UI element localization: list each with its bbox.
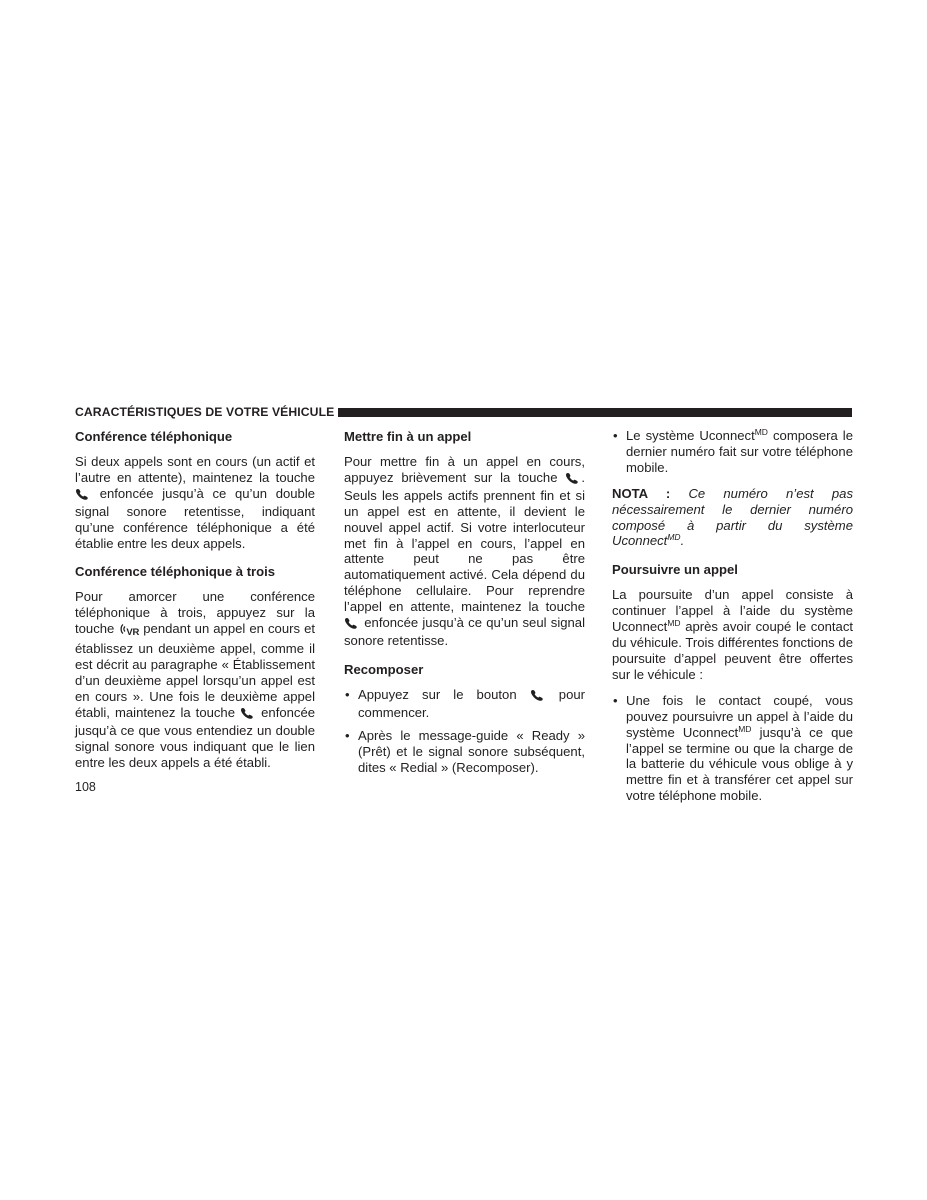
paragraph-continue-call: La poursuite d’un appel consiste à continuer l’appel à l’aide du système Uconnect$^{MD}$ après avoir coupé le contact du véhicule. Trois différentes fonctions de poursuite d’appel peuvent être offertes sur le véhicule : [612,587,853,682]
page-number: 108 [75,780,96,794]
note-paragraph: NOTA : Ce numéro n’est pas nécessairement le dernier numéro composé à partir du système Uconnect$^{MD}$. [612,485,853,549]
bullet: • [345,686,350,702]
bullet: • [613,428,618,443]
paragraph-conference: Si deux appels sont en cours (un actif et l’autre en attente), maintenez la touche enfoncée jusqu’à ce qu’un double signal sonore retentisse, indiquant qu’une conférence téléphonique a été établie entre les deux appels. [75,454,316,551]
bullet: • [345,727,350,743]
phone-icon [240,707,256,723]
paragraph-three-way-conference: Pour amorcer une conférence téléphonique à trois, appuyez sur la touche VR pendant un appel en cours et établissez un deuxième appel, comme il est décrit au paragraphe « Établissement d’un deuxième appel lorsqu’un appel est en cours ». Une fois le deuxième appel établi, maintenez la touche enfoncée jusqu’à ce que vous entendiez un double signal sonore vous indiquant que le lien entre les deux appels a été établi. [75,589,316,770]
note-label: NOTA : [612,485,671,501]
section-header-title: CARACTÉRISTIQUES DE VOTRE VÉHICULE [75,405,335,419]
column-middle [344,428,585,785]
bullet: • [613,692,618,708]
list-item: • Une fois le contact coupé, vous pouvez poursuivre un appel à l’aide du système Uconnect$^{MD}$ jusqu’à ce que l’appel se termine ou que la charge de la batterie du véhicule vous oblige à y mettre fin et à transférer cet appel sur votre téléphone mobile. [613,692,853,804]
vr-label: VR [126,627,140,639]
list-item: • Après le message-guide « Ready » (Prêt) et le signal sonore subséquent, dites « Redial » (Recomposer). [345,727,585,775]
voice-recognition-vr-icon [118,623,139,641]
redial-list [344,687,585,776]
phone-icon [75,488,91,504]
phone-icon [530,689,546,705]
redial-list-continued [612,428,853,476]
paragraph-end-call: Pour mettre fin à un appel en cours, appuyez brièvement sur la touche . Seuls les appels actifs prennent fin et si un appel est en attente, il devient le nouvel appel actif. Si votre interlocuteur met fin à l’appel en cours, l’appel en attente peut ne pas être automatiquement activé. Cela dépend du téléphone cellulaire. Pour reprendre l’appel en attente, maintenez la touche enfoncée jusqu’à ce qu’un seul signal sonore retentisse. [344,454,586,648]
column-left [75,428,315,780]
header-rule [338,408,852,417]
phone-icon [344,617,360,633]
heading-redial: Recomposer [344,661,424,677]
continue-call-list [612,693,853,804]
list-item: • Appuyez sur le bouton pour commencer. [345,686,585,720]
heading-continue-call: Poursuivre un appel [612,562,738,578]
heading-three-way-conference: Conférence téléphonique à trois [75,564,276,580]
list-item: • Le système Uconnect$^{MD}$ composera le dernier numéro fait sur votre téléphone mobile. [613,427,853,475]
section-header [75,405,852,421]
column-right [612,428,853,814]
heading-conference: Conférence téléphonique [75,429,233,444]
phone-icon [565,472,581,488]
heading-end-call: Mettre fin à un appel [344,429,472,444]
